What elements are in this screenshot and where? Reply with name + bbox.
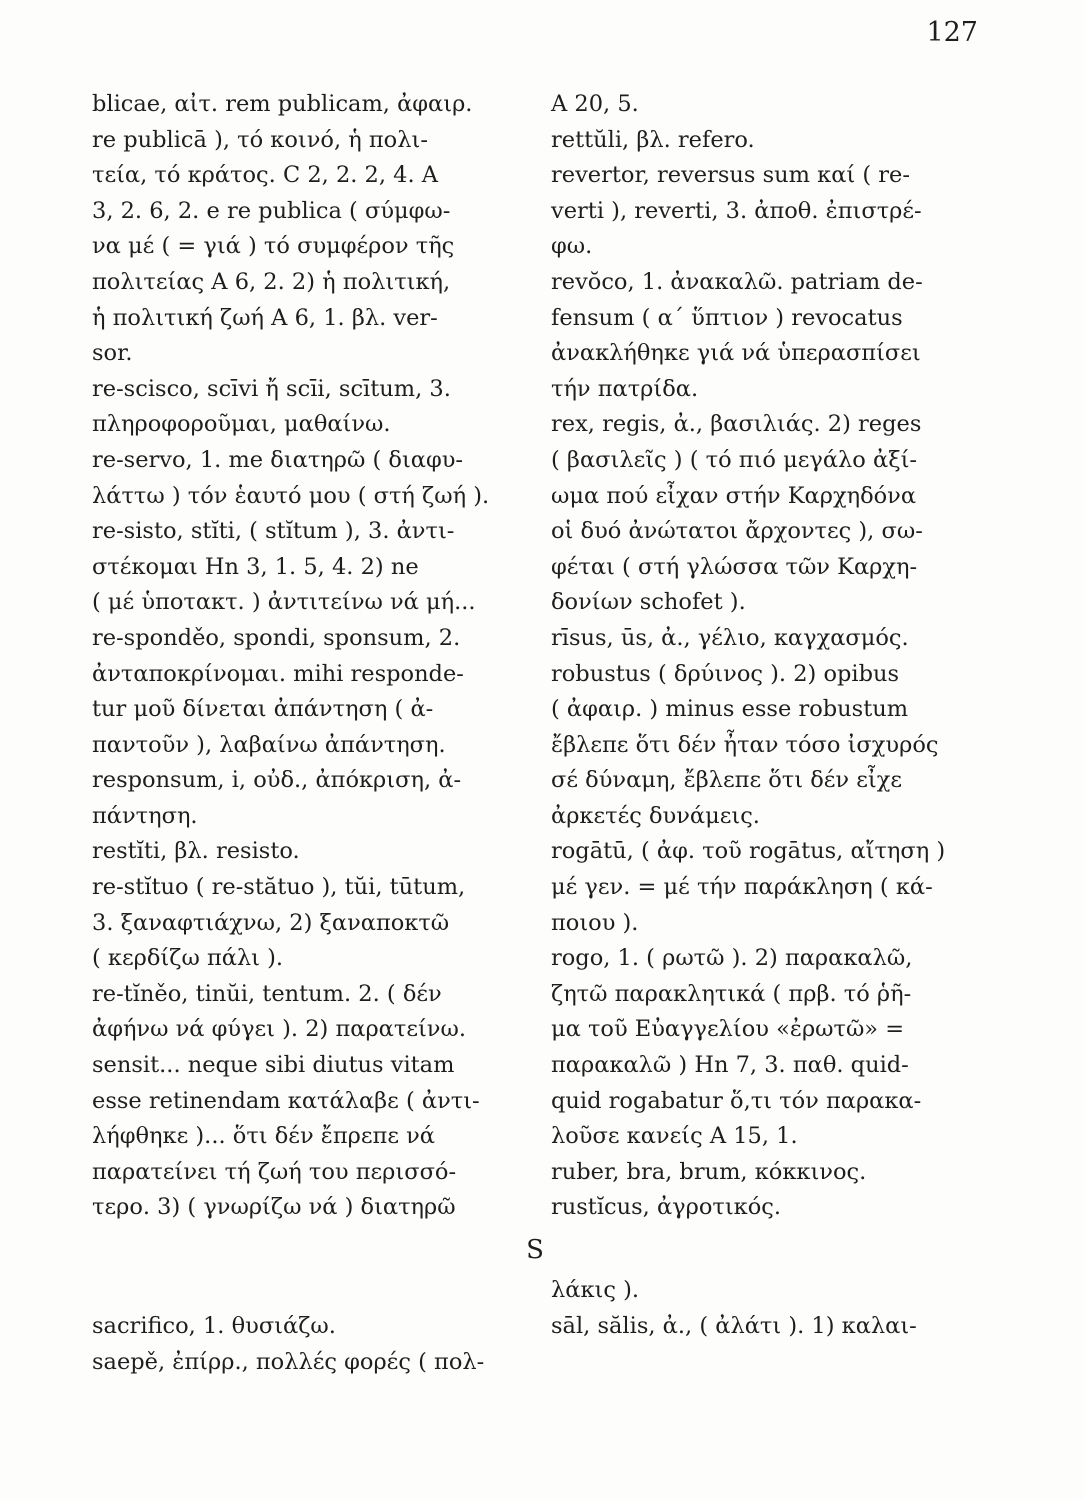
right-line-15: δονίων schofet ). bbox=[551, 589, 746, 616]
page-number: 127 bbox=[926, 17, 978, 48]
right-line-4: verti ), reverti, 3. ἀποθ. ἐπιστρέ- bbox=[551, 197, 922, 224]
right-line-14: φέται ( στή γλώσσα τῶν Καρχη- bbox=[551, 553, 918, 580]
left-line-13: re-sisto, stĭti, ( stĭtum ), 3. ἀντι- bbox=[92, 518, 455, 545]
left-line-4: 3, 2. 6, 2. e re publica ( σύμφω- bbox=[92, 197, 451, 224]
right-line-19: ἔβλεπε ὅτι δέν ἦταν τόσο ἰσχυρός bbox=[551, 731, 939, 758]
left-line-10: πληροφοροῦμαι, μαθαίνω. bbox=[92, 411, 391, 438]
left-line-32: τερο. 3) ( γνωρίζω νά ) διατηρῶ bbox=[92, 1194, 456, 1221]
right-line-3: revertor, reversus sum καί ( re- bbox=[551, 162, 910, 189]
right-column bbox=[551, 87, 991, 1226]
right-line-9: τήν πατρίδα. bbox=[551, 375, 699, 402]
left-line-1: blicae, αἰτ. rem publicam, ἀφαιρ. bbox=[92, 91, 473, 117]
right-line-30: λοῦσε κανείς A 15, 1. bbox=[551, 1123, 798, 1150]
left-line-25: ( κερδίζω πάλι ). bbox=[92, 945, 284, 972]
left-line-24: 3. ξαναφτιάχνω, 2) ξαναποκτῶ bbox=[92, 909, 450, 936]
right-tail-line-1: λάκις ). bbox=[551, 1277, 640, 1303]
right-line-13: οἱ δυό ἀνώτατοι ἄρχοντες ), σω- bbox=[551, 518, 923, 545]
right-line-10: rex, regis, ἀ., βασιλιάς. 2) reges bbox=[551, 411, 922, 438]
left-line-15: ( μέ ὑποτακτ. ) ἀντιτείνω νά μή... bbox=[92, 589, 476, 616]
left-line-12: λάττω ) τόν ἑαυτό μου ( στή ζωή ). bbox=[92, 482, 490, 509]
section-letter-heading: S bbox=[526, 1235, 544, 1265]
right-line-7: fensum ( α΄ ὕπτιον ) revocatus bbox=[551, 304, 903, 331]
right-line-25: rogo, 1. ( ρωτῶ ). 2) παρακαλῶ, bbox=[551, 945, 913, 972]
right-line-6: revŏco, 1. ἀνακαλῶ. patriam de- bbox=[551, 268, 923, 295]
right-line-32: rustĭcus, ἀγροτικός. bbox=[551, 1194, 782, 1221]
right-line-31: ruber, bra, brum, κόκκινος. bbox=[551, 1158, 867, 1185]
left-line-3: τεία, τό κράτος. C 2, 2. 2, 4. A bbox=[92, 162, 439, 189]
left-line-23: re-stĭtuo ( re-stătuo ), tŭi, tūtum, bbox=[92, 874, 466, 901]
left-line-17: ἀνταποκρίνομαι. mihi responde- bbox=[92, 660, 464, 687]
left-line-16: re-sponděo, spondi, sponsum, 2. bbox=[92, 624, 461, 651]
right-line-28: παρακαλῶ ) Hn 7, 3. παθ. quid- bbox=[551, 1052, 909, 1079]
right-line-21: ἀρκετές δυνάμεις. bbox=[551, 802, 760, 829]
right-line-23: μέ γεν. = μέ τήν παράκληση ( κά- bbox=[551, 874, 933, 901]
left-line-29: esse retinendam κατάλαβε ( ἀντι- bbox=[92, 1087, 480, 1114]
right-line-2: rettŭli, βλ. refero. bbox=[551, 126, 755, 153]
right-line-26: ζητῶ παρακλητικά ( πρβ. τό ῥῆ- bbox=[551, 980, 912, 1007]
left-line-20: responsum, i, οὐδ., ἀπόκριση, ἀ- bbox=[92, 767, 462, 794]
left-line-28: sensit... neque sibi diutus vitam bbox=[92, 1052, 455, 1079]
right-tail-line-2: sāl, sălis, ἀ., ( ἀλάτι ). 1) καλαι- bbox=[551, 1312, 917, 1339]
left-tail-line-1: sacrifico, 1. θυσιάζω. bbox=[92, 1313, 336, 1339]
left-line-14: στέκομαι Hn 3, 1. 5, 4. 2) ne bbox=[92, 553, 419, 580]
left-line-9: re-scisco, scīvi ἤ scīi, scītum, 3. bbox=[92, 375, 451, 402]
left-line-19: παντοῦν ), λαβαίνω ἀπάντηση. bbox=[92, 731, 446, 758]
left-tail-line-2: saepě, ἐπίρρ., πολλές φορές ( πολ- bbox=[92, 1348, 485, 1375]
left-line-5: να μέ ( = γιά ) τό συμφέρον τῆς bbox=[92, 233, 455, 260]
right-line-24: ποιου ). bbox=[551, 909, 639, 936]
left-line-7: ἡ πολιτική ζωή A 6, 1. βλ. ver- bbox=[92, 304, 438, 331]
left-column bbox=[92, 87, 522, 1226]
left-line-31: παρατείνει τή ζωή του περισσό- bbox=[92, 1158, 457, 1185]
right-line-11: ( βασιλεῖς ) ( τό πιό μεγάλο ἀξί- bbox=[551, 446, 918, 473]
left-line-27: ἀφήνω νά φύγει ). 2) παρατείνω. bbox=[92, 1016, 466, 1043]
left-line-11: re-servo, 1. me διατηρῶ ( διαφυ- bbox=[92, 446, 464, 473]
left-line-8: sor. bbox=[92, 340, 133, 367]
right-line-18: ( ἀφαιρ. ) minus esse robustum bbox=[551, 696, 909, 723]
right-line-16: rīsus, ūs, ἀ., γέλιο, καγχασμός. bbox=[551, 624, 909, 651]
right-line-1: A 20, 5. bbox=[551, 91, 639, 117]
left-line-6: πολιτείας A 6, 2. 2) ἡ πολιτική, bbox=[92, 268, 451, 295]
right-line-29: quid rogabatur ὅ,τι τόν παρακα- bbox=[551, 1087, 922, 1114]
left-line-2: re publicā ), τό κοινό, ἡ πολι- bbox=[92, 126, 428, 153]
left-line-18: tur μοῦ δίνεται ἀπάντηση ( ἀ- bbox=[92, 696, 434, 723]
right-column-tail bbox=[551, 1273, 991, 1344]
left-column-tail bbox=[92, 1309, 532, 1380]
left-line-26: re-tĭněo, tinŭi, tentum. 2. ( δέν bbox=[92, 980, 442, 1007]
right-line-5: φω. bbox=[551, 233, 593, 260]
right-line-22: rogātū, ( ἀφ. τοῦ rogātus, αἴτηση ) bbox=[551, 838, 946, 865]
right-line-20: σέ δύναμη, ἔβλεπε ὅτι δέν εἶχε bbox=[551, 767, 903, 794]
right-line-17: robustus ( δρύινος ). 2) opibus bbox=[551, 660, 900, 687]
right-line-27: μα τοῦ Εὐαγγελίου «ἐρωτῶ» = bbox=[551, 1016, 905, 1043]
left-line-30: λήφθηκε )... ὅτι δέν ἔπρεπε νά bbox=[92, 1123, 435, 1150]
left-line-22: restĭti, βλ. resisto. bbox=[92, 838, 300, 865]
right-line-8: ἀνακλήθηκε γιά νά ὑπερασπίσει bbox=[551, 340, 921, 367]
right-line-12: ωμα πού εἶχαν στήν Καρχηδόνα bbox=[551, 482, 917, 509]
left-line-21: πάντηση. bbox=[92, 802, 198, 829]
